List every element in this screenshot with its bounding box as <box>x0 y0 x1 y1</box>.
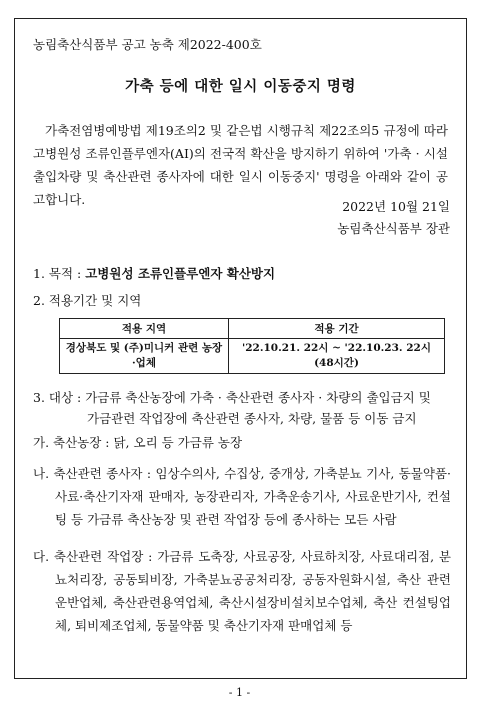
section-target-line2: 가금관련 작업장에 축산관련 종사자, 차량, 물품 등 이동 금지 <box>87 411 417 426</box>
announcement-date: 2022년 10월 21일 <box>342 199 450 214</box>
table-header-region: 적용 지역 <box>60 319 229 339</box>
section-purpose-label: 1. 목적 : <box>33 266 86 281</box>
page-number: - 1 - <box>228 686 251 699</box>
section-purpose <box>33 264 275 282</box>
table-header-period: 적용 기간 <box>229 319 445 339</box>
section-period-heading: 2. 적용기간 및 지역 <box>33 293 142 308</box>
item-workers <box>33 462 451 531</box>
table-row <box>60 339 445 374</box>
period-table <box>59 318 445 374</box>
period-duration: (48시간) <box>314 357 359 369</box>
section-purpose-value: 고병원성 조류인플루엔자 확산방지 <box>85 266 276 281</box>
item-farm-text: 가. 축산농장 : 닭, 오리 등 가금류 농장 <box>33 435 243 450</box>
item-workplaces <box>33 545 451 637</box>
item-farm <box>33 431 451 454</box>
section-target-line1: 3. 대상 : 가금류 축산농장에 가축 · 축산관련 종사자 · 차량의 출입금지 및 <box>33 390 431 405</box>
section-target <box>33 387 453 429</box>
item-workers-text: 나. 축산관련 종사자 : 임상수의사, 수집상, 중개상, 가축분뇨 기사, 동물약품·사료·축산기자재 판매자, 농장관리자, 가축운송기사, 사료운반기사, 컨설팅 등 가금류 축산농장 및 관련 작업장 등에 종사하는 모든 사람 <box>33 466 451 527</box>
intro-text: 가축전염병예방법 제19조의2 및 같은법 시행규칙 제22조의5 규정에 따라 고병원성 조류인플루엔자(AI)의 전국적 확산을 방지하기 위하여 '가축 · 시설출입차량 및 축산관련 종사자에 대한 일시 이동중지' 명령을 아래와 같이 공고합니다. <box>33 123 448 207</box>
period-range: '22.10.21. 22시 ~ '22.10.23. 22시 <box>242 342 431 354</box>
table-header-row <box>60 319 445 339</box>
document-page <box>14 18 467 679</box>
table-cell-period <box>229 339 445 374</box>
table-cell-region: 경상북도 및 (주)미니커 관련 농장·업체 <box>60 339 229 374</box>
item-workplaces-text: 다. 축산관련 작업장 : 가금류 도축장, 사료공장, 사료하치장, 사료대리점, 분뇨처리장, 공동퇴비장, 가축분뇨공공처리장, 공동자원화시설, 축산 관련운반업체, 축산관련용역업체, 축산시설장비설치보수업체, 축산 컨설팅업체, 퇴비제조업체, 동물약품 및 축산기자재 판매업체 등 <box>33 549 451 633</box>
announcement-number: 농림축산식품부 공고 농축 제2022-400호 <box>33 37 262 52</box>
issuer: 농림축산식품부 장관 <box>337 221 450 236</box>
document-title: 가축 등에 대한 일시 이동중지 명령 <box>125 78 356 95</box>
